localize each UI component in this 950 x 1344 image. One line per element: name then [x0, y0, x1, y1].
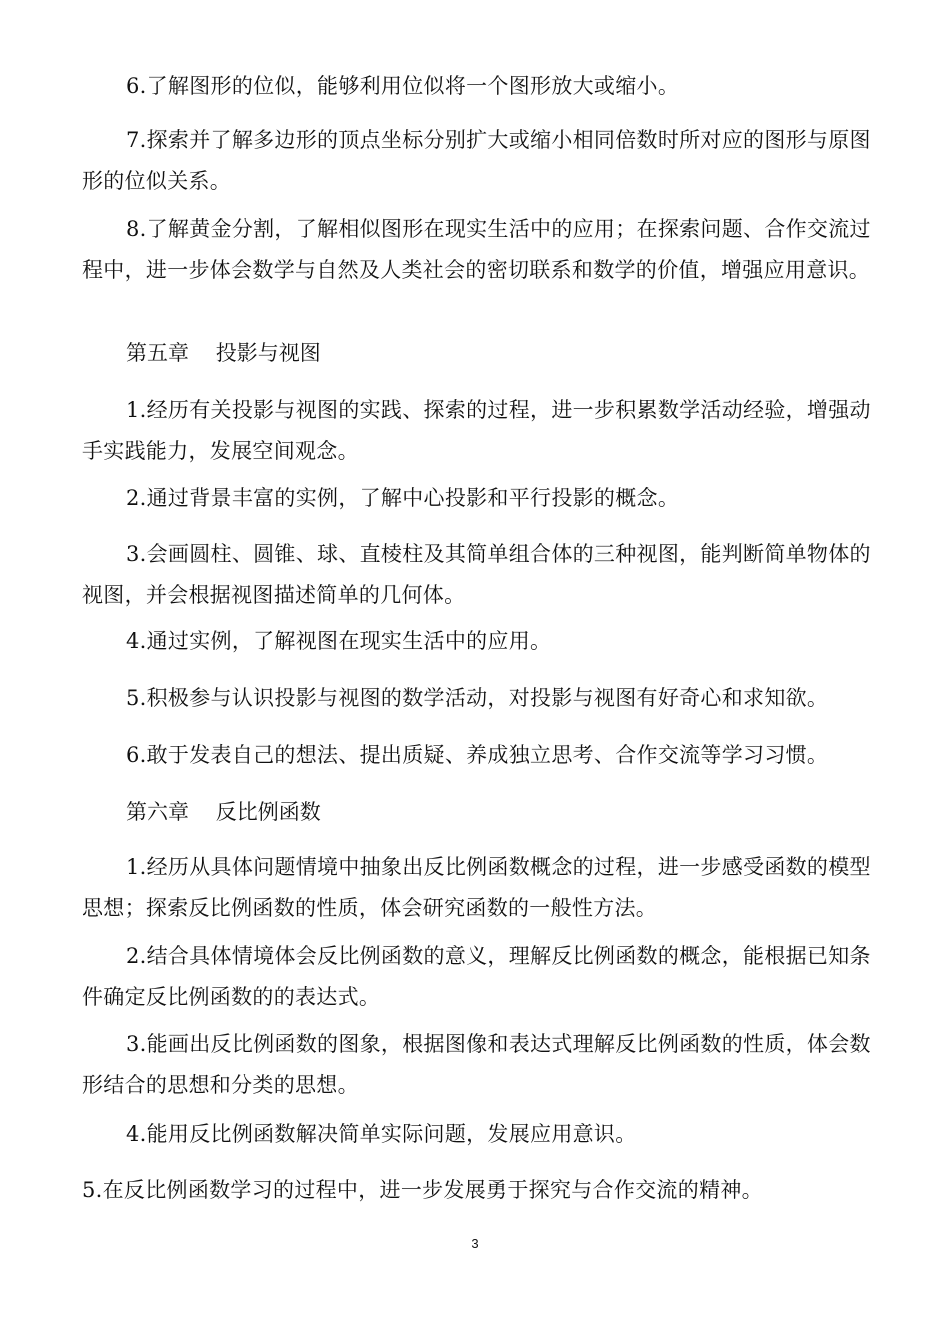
paragraph-similarity-6: 6.了解图形的位似，能够利用位似将一个图形放大或缩小。 — [126, 74, 680, 98]
chapter-five-heading: 第五章 投影与视图 — [126, 341, 321, 365]
chapter-six-heading: 第六章 反比例函数 — [126, 800, 321, 824]
paragraph-projection-6: 6.敢于发表自己的想法、提出质疑、养成独立思考、合作交流等学习习惯。 — [126, 743, 829, 767]
paragraph-similarity-8: 8.了解黄金分割，了解相似图形在现实生活中的应用；在探索问题、合作交流过程中，进一步体会数学与自然及人类社会的密切联系和数学的价值，增强应用意识。 — [82, 217, 871, 282]
paragraph-inverse-1: 1.经历从具体问题情境中抽象出反比例函数概念的过程，进一步感受函数的模型思想；探索反比例函数的性质，体会研究函数的一般性方法。 — [82, 855, 871, 920]
paragraph-similarity-7: 7.探索并了解多边形的顶点坐标分别扩大或缩小相同倍数时所对应的图形与原图形的位似关系。 — [82, 128, 871, 193]
paragraph-projection-5: 5.积极参与认识投影与视图的数学活动，对投影与视图有好奇心和求知欲。 — [126, 686, 829, 710]
paragraph-inverse-2: 2.结合具体情境体会反比例函数的意义，理解反比例函数的概念，能根据已知条件确定反比例函数的的表达式。 — [82, 944, 871, 1009]
paragraph-projection-2: 2.通过背景丰富的实例，了解中心投影和平行投影的概念。 — [126, 486, 680, 510]
page-number: 3 — [471, 1236, 479, 1251]
paragraph-projection-1: 1.经历有关投影与视图的实践、探索的过程，进一步积累数学活动经验，增强动手实践能力，发展空间观念。 — [82, 398, 871, 463]
paragraph-projection-3: 3.会画圆柱、圆锥、球、直棱柱及其简单组合体的三种视图，能判断简单物体的视图，并会根据视图描述简单的几何体。 — [82, 542, 871, 607]
paragraph-inverse-3: 3.能画出反比例函数的图象，根据图像和表达式理解反比例函数的性质，体会数形结合的思想和分类的思想。 — [82, 1032, 871, 1097]
paragraph-inverse-4: 4.能用反比例函数解决简单实际问题，发展应用意识。 — [126, 1122, 637, 1146]
paragraph-projection-4: 4.通过实例，了解视图在现实生活中的应用。 — [126, 629, 552, 653]
paragraph-inverse-5: 5.在反比例函数学习的过程中，进一步发展勇于探究与合作交流的精神。 — [82, 1178, 763, 1202]
